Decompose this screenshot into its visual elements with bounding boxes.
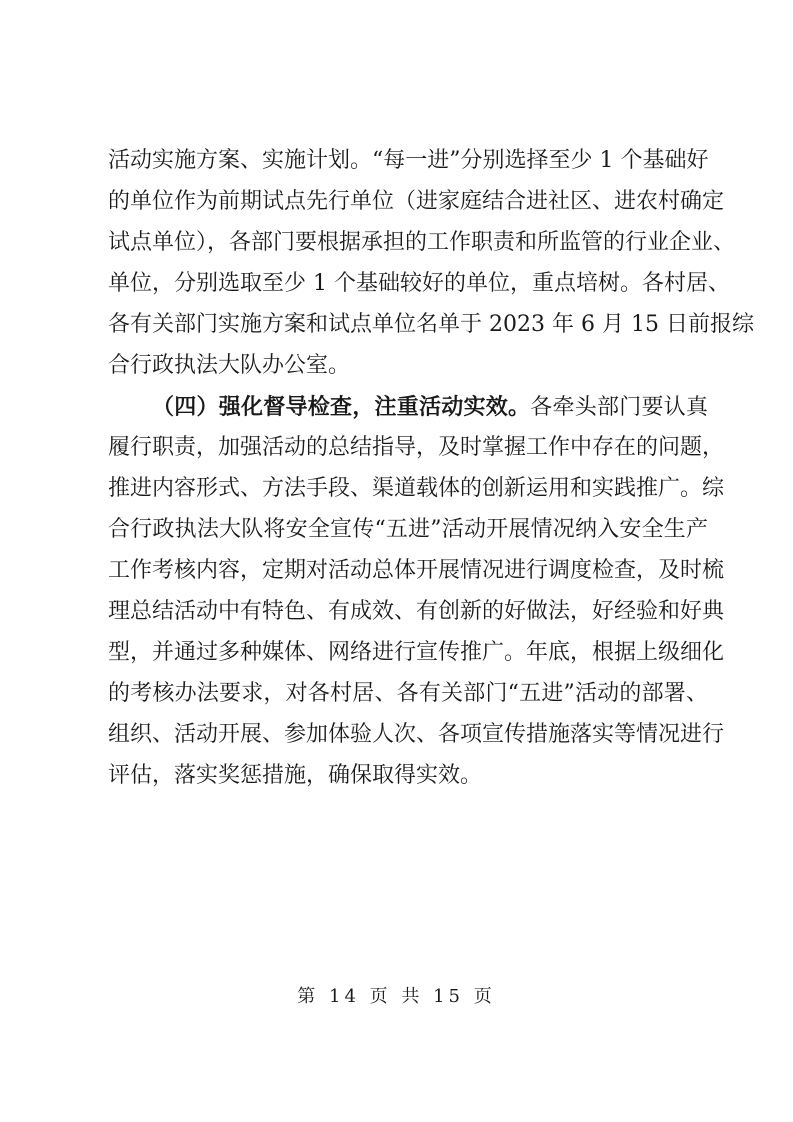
paragraph-line: 推进内容形式、方法手段、渠道载体的创新运用和实践推广。综 [108,476,725,501]
paragraph-line: 履行职责，加强活动的总结指导，及时掌握工作中存在的问题， [108,435,725,460]
paragraph-line: 活动实施方案、实施计划。“每一进”分别选择至少 1 个基础好 [108,148,709,173]
paragraph-line: 组织、活动开展、参加体验人次、各项宣传措施落实等情况进行 [108,722,725,747]
paragraph-line: 试点单位），各部门要根据承担的工作职责和所监管的行业企业、 [108,230,736,255]
section-heading-line [152,392,708,423]
page-number-footer: 第 14 页 共 15 页 [297,986,496,1007]
paragraph-line: 单位，分别选取至少 1 个基础较好的单位，重点培树。各村居、 [108,271,730,296]
paragraph-line: 的考核办法要求，对各村居、各有关部门“五进”活动的部署、 [108,681,708,706]
paragraph-line: 各有关部门实施方案和试点单位名单于 2023 年 6 月 15 日前报综 [108,312,754,337]
paragraph-line: 合行政执法大队办公室。 [108,353,351,378]
section-heading: （四）强化督导检查，注重活动实效。 [152,394,531,420]
paragraph-line: 评估，落实奖惩措施，确保取得实效。 [108,763,483,788]
paragraph-line: 理总结活动中有特色、有成效、有创新的好做法，好经验和好典 [108,599,725,624]
paragraph-text: 各牵头部门要认真 [530,395,708,420]
paragraph-line: 型，并通过多种媒体、网络进行宣传推广。年底，根据上级细化 [108,640,725,665]
paragraph-line: 工作考核内容，定期对活动总体开展情况进行调度检查，及时梳 [108,558,725,583]
paragraph-line: 的单位作为前期试点先行单位（进家庭结合进社区、进农村确定 [108,189,725,214]
paragraph-line: 合行政执法大队将安全宣传“五进”活动开展情况纳入安全生产 [108,517,708,542]
